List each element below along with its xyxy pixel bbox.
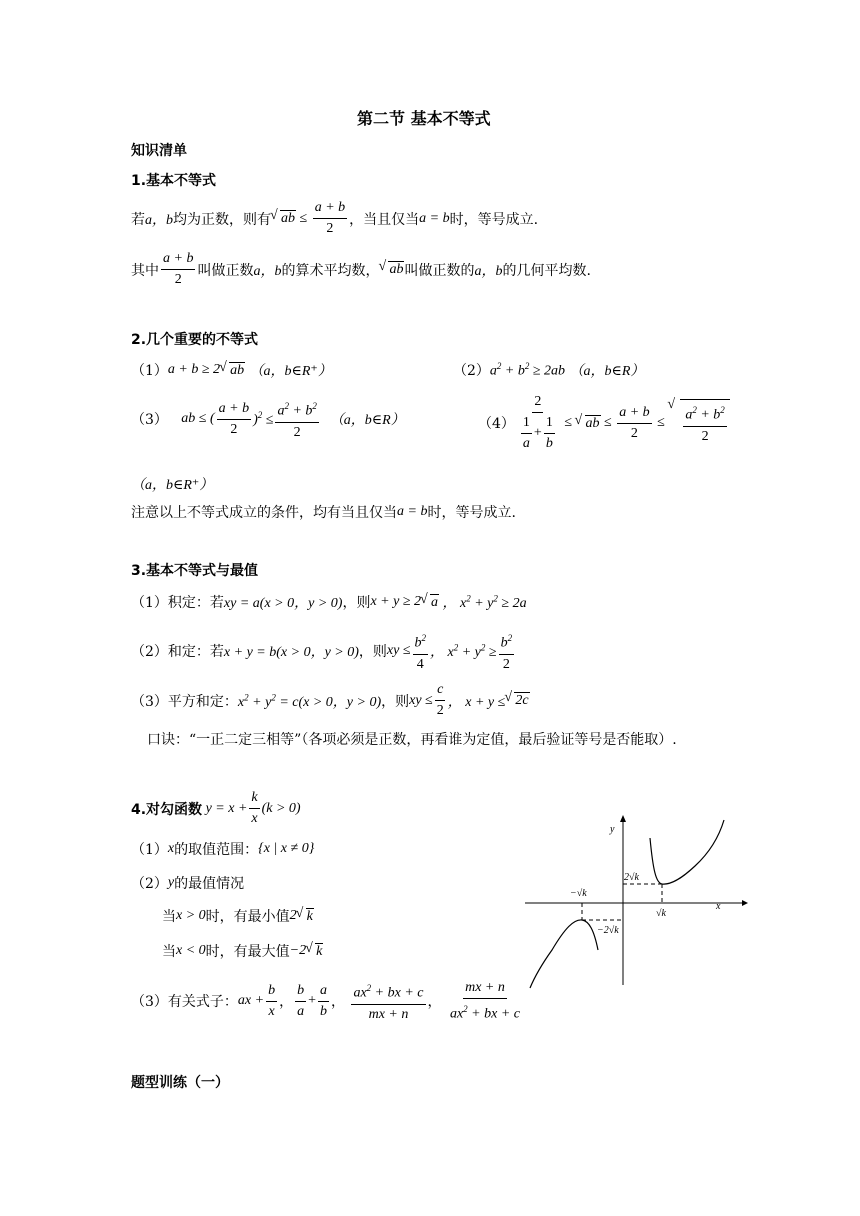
- s2-heading: 2.几个重要的不等式: [131, 332, 259, 348]
- s3-rhyme: 口诀：“一正二定三相等”（各项必须是正数，再看谁为定值，最后验证等号是否能取）.: [147, 732, 677, 748]
- s3-heading: 3.基本不等式与最值: [131, 563, 259, 579]
- label-2-sqrt-k: 2√k: [624, 872, 639, 883]
- s4-item1: （1） x 的取值范围： {x | x ≠ 0}: [131, 841, 315, 858]
- label-neg-2-sqrt-k: −2√k: [597, 925, 619, 936]
- nike-function-graph: [520, 810, 750, 990]
- s2-item4: （4） 2 $\frac{1}{a}$ + $\frac{1}{b}$ ≤ √ ab ≤ $\frac{a + b}{2}$ ≤ √ $\frac{a^2 + b^2}{2}$: [478, 392, 730, 454]
- x-axis-label: x: [716, 901, 721, 912]
- practice-heading: 题型训练（一）: [131, 1075, 229, 1091]
- sqrt-ab: √ ab: [271, 210, 296, 227]
- y-axis-label: y: [610, 824, 615, 835]
- curve-left-branch: [530, 920, 598, 988]
- harmonic-mean: 2 $\frac{1}{a}$ + $\frac{1}{b}$: [522, 394, 553, 451]
- s4-heading-row: 4.对勾函数 y = x + $\frac{k}{x}$ (k > 0): [131, 790, 301, 826]
- s2-item2: （2） $a^2 + b^2 \ge 2ab$ （a，b∈R）: [453, 360, 645, 379]
- frac-a-plus-b-over-2: $\frac{a + b}{2}$: [314, 200, 346, 236]
- y-axis-arrow-icon: [620, 815, 626, 822]
- s1-line2: 其中 $\frac{a + b}{2}$ 叫做正数 a，b 的算术平均数， √ ab 叫做正数的 a，b 的几何平均数.: [131, 249, 591, 290]
- s3-line1: （1）积定：若 xy = a(x > 0，y > 0) ，则 x + y ≥ 2 √ a ， $x^2 + y^2 \ge 2a$: [131, 592, 527, 612]
- s3-line3: （3）平方和定： $x^2 + y^2 = c(x > 0$，y > 0) ，则 xy ≤ $\frac{c}{2}$ ， x + y ≤ √ 2c: [131, 680, 530, 721]
- s4-min: 当 x > 0 时，有最小值 2 √ k: [162, 906, 314, 926]
- s4-item2: （2） y 的最值情况: [131, 875, 245, 892]
- s2-item3: （3） ab ≤ ( $\frac{a + b}{2}$ )$^2$ ≤ $\frac{a^2 + b^2}{2}$ （a，b∈R）: [131, 396, 405, 443]
- curve-right-branch: [650, 820, 724, 884]
- s1-heading: 1.基本不等式: [131, 173, 217, 189]
- s2-note: 注意以上不等式成立的条件，均有当且仅当 a = b 时，等号成立.: [131, 504, 516, 521]
- label-neg-sqrt-k: −√k: [570, 888, 587, 899]
- s4-max: 当 x < 0 时，有最大值 −2 √ k: [162, 941, 323, 961]
- x-axis-arrow-icon: [742, 900, 748, 906]
- s2-item1: （1） a + b ≥ 2 √ ab （a，b∈R⁺）: [131, 360, 332, 380]
- label-sqrt-k: √k: [656, 908, 666, 919]
- page-title: 第二节 基本不等式: [357, 109, 491, 128]
- s2-item4-cond: （a，b∈R⁺）: [131, 478, 214, 493]
- section-knowledge-heading: 知识清单: [131, 143, 187, 159]
- s4-item3: （3）有关式子： ax + $\frac{b}{x}$ ， $\frac{b}{a}$ + $\frac{a}{b}$ ， $\frac{ax^2 + bx + c}{mx + n}$ ， $\frac{mx + n}{ax^2 + bx + c}$: [131, 980, 520, 1022]
- s1-line1: 若 a，b 均为正数，则有 √ ab ≤ $\frac{a + b}{2}$ ，当且仅当 a = b 时，等号成立.: [131, 198, 538, 239]
- s3-line2: （2）和定：若 x + y = b(x > 0，y > 0) ，则 xy ≤ $\frac{b^2}{4}$ ， $x^2 + y^2$ ≥ $\frac{b^2}{2}$: [131, 628, 516, 675]
